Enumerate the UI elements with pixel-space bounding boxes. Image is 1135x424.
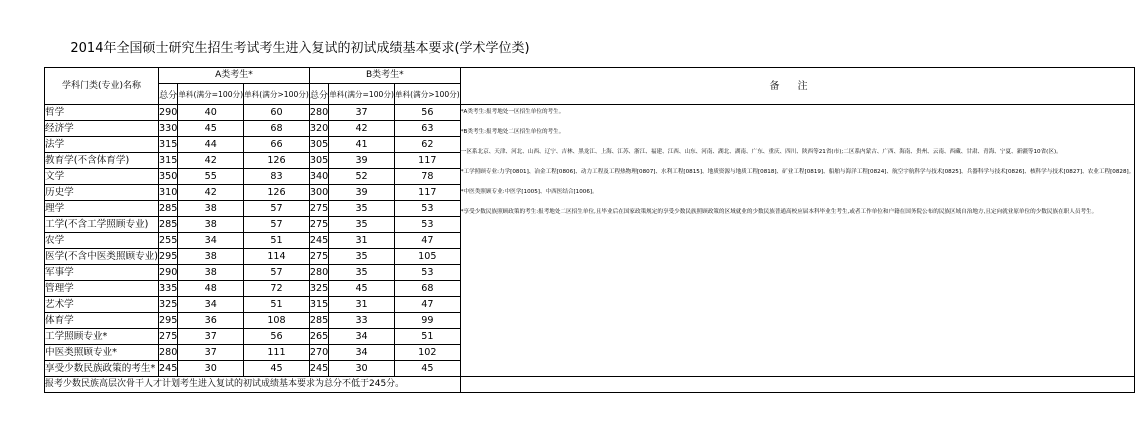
score-b-100: 42 (329, 121, 395, 137)
score-b-100: 34 (329, 345, 395, 361)
score-a-150: 45 (244, 361, 310, 377)
subject-name: 文学 (45, 169, 159, 185)
note-item: *B类考生:报考地处二区招生单位的考生。 (460, 129, 565, 135)
score-b-150: 53 (394, 217, 460, 233)
score-b-100: 33 (329, 313, 395, 329)
score-b-100: 35 (329, 217, 395, 233)
score-b-100: 37 (329, 105, 395, 121)
score-b-total: 340 (309, 169, 328, 185)
score-b-100: 35 (329, 249, 395, 265)
score-b-150: 45 (394, 361, 460, 377)
note-item: *中医类照顾专业:中医学[1005]、中西医结合[1006]。 (460, 189, 598, 195)
score-b-150: 99 (394, 313, 460, 329)
note-item: *A类考生:报考地处一区招生单位的考生。 (460, 109, 565, 115)
score-a-total: 285 (159, 201, 178, 217)
score-a-100: 38 (178, 265, 244, 281)
score-a-total: 290 (159, 265, 178, 281)
subject-name: 艺术学 (45, 297, 159, 313)
score-a-100: 34 (178, 297, 244, 313)
score-b-100: 34 (329, 329, 395, 345)
score-a-150: 57 (244, 265, 310, 281)
subject-name: 农学 (45, 233, 159, 249)
score-b-total: 275 (309, 201, 328, 217)
score-a-100: 37 (178, 329, 244, 345)
score-a-100: 48 (178, 281, 244, 297)
score-a-total: 310 (159, 185, 178, 201)
score-a-total: 245 (159, 361, 178, 377)
score-b-150: 63 (394, 121, 460, 137)
zone-b-header: B类考生* (309, 68, 460, 84)
score-a-150: 108 (244, 313, 310, 329)
score-b-150: 53 (394, 201, 460, 217)
score-a-total: 350 (159, 169, 178, 185)
score-a-total: 295 (159, 249, 178, 265)
score-table (44, 67, 1135, 393)
remark-header: 备注 (460, 68, 1135, 105)
zone-b-single-100-header: 单科(满分=100分) (329, 84, 395, 105)
score-a-150: 126 (244, 185, 310, 201)
score-b-100: 39 (329, 153, 395, 169)
score-b-total: 280 (309, 105, 328, 121)
note-item: *工学照顾专业:力学[0801]、冶金工程[0806]、动力工程及工程热物理[0807]、水利工程[0815]、地质资源与地质工程[0818]、矿业工程[0819]、船舶与海洋工程[0824]、航空宇航科学与技术[0825]、兵器科学与技术[0826]、核科学与技术[0827]、农业工程[0828]。 (460, 169, 1135, 175)
score-b-150: 62 (394, 137, 460, 153)
score-b-100: 31 (329, 297, 395, 313)
score-a-100: 30 (178, 361, 244, 377)
score-a-100: 37 (178, 345, 244, 361)
subject-name: 理学 (45, 201, 159, 217)
note-item: *享受少数民族照顾政策的考生:报考地处二区招生单位,且毕业后在国家政策规定的享受少数民族照顾政策的区域就业的少数民族普通高校应届本科毕业生考生,或者工作单位和户籍在国务院公布的民族区域自治地方,且定向就业原单位的少数民族在职人员考生。 (460, 209, 1098, 215)
score-a-100: 34 (178, 233, 244, 249)
score-a-100: 42 (178, 185, 244, 201)
score-b-total: 275 (309, 249, 328, 265)
score-a-150: 56 (244, 329, 310, 345)
zone-a-single-150-header: 单科(满分>100分) (244, 84, 310, 105)
footer-row (45, 377, 1135, 393)
score-b-total: 280 (309, 265, 328, 281)
subject-name: 经济学 (45, 121, 159, 137)
subject-name: 中医类照顾专业* (45, 345, 159, 361)
score-b-100: 30 (329, 361, 395, 377)
score-b-total: 305 (309, 137, 328, 153)
score-b-100: 41 (329, 137, 395, 153)
subject-name: 法学 (45, 137, 159, 153)
category-header: 学科门类(专业)名称 (45, 68, 159, 105)
zone-a-header: A类考生* (159, 68, 310, 84)
subject-name: 工学(不含工学照顾专业) (45, 217, 159, 233)
score-b-100: 39 (329, 185, 395, 201)
page-title: 2014年全国硕士研究生招生考试考生进入复试的初试成绩基本要求(学术学位类) (70, 41, 530, 56)
score-a-150: 126 (244, 153, 310, 169)
score-a-100: 55 (178, 169, 244, 185)
score-a-150: 72 (244, 281, 310, 297)
subject-name: 教育学(不含体育学) (45, 153, 159, 169)
score-b-150: 68 (394, 281, 460, 297)
score-a-150: 111 (244, 345, 310, 361)
score-b-100: 31 (329, 233, 395, 249)
score-b-total: 300 (309, 185, 328, 201)
score-a-150: 66 (244, 137, 310, 153)
score-a-total: 275 (159, 329, 178, 345)
subject-name: 管理学 (45, 281, 159, 297)
subject-name: 体育学 (45, 313, 159, 329)
score-b-total: 265 (309, 329, 328, 345)
zone-a-single-100-header: 单科(满分=100分) (178, 84, 244, 105)
score-b-100: 35 (329, 201, 395, 217)
score-b-100: 45 (329, 281, 395, 297)
score-a-total: 330 (159, 121, 178, 137)
score-a-total: 285 (159, 217, 178, 233)
footer-note: 报考少数民族高层次骨干人才计划考生进入复试的初试成绩基本要求为总分不低于245分。 (45, 377, 461, 393)
score-a-total: 325 (159, 297, 178, 313)
score-b-total: 320 (309, 121, 328, 137)
subject-name: 医学(不含中医类照顾专业) (45, 249, 159, 265)
score-a-total: 335 (159, 281, 178, 297)
zone-b-total-header: 总分 (309, 84, 328, 105)
score-a-total: 315 (159, 153, 178, 169)
score-b-100: 35 (329, 265, 395, 281)
score-b-150: 51 (394, 329, 460, 345)
subject-name: 享受少数民族政策的考生* (45, 361, 159, 377)
score-a-100: 45 (178, 121, 244, 137)
score-b-total: 270 (309, 345, 328, 361)
score-a-150: 57 (244, 201, 310, 217)
score-a-150: 114 (244, 249, 310, 265)
score-a-100: 36 (178, 313, 244, 329)
score-a-100: 38 (178, 217, 244, 233)
score-a-150: 68 (244, 121, 310, 137)
score-b-total: 245 (309, 361, 328, 377)
score-a-100: 44 (178, 137, 244, 153)
score-b-total: 285 (309, 313, 328, 329)
table-row (45, 105, 1135, 121)
score-b-150: 105 (394, 249, 460, 265)
zone-a-total-header: 总分 (159, 84, 178, 105)
score-a-total: 290 (159, 105, 178, 121)
score-b-total: 325 (309, 281, 328, 297)
score-a-total: 315 (159, 137, 178, 153)
footer-blank (460, 377, 1135, 393)
score-a-100: 38 (178, 201, 244, 217)
score-b-total: 315 (309, 297, 328, 313)
score-b-150: 47 (394, 233, 460, 249)
score-b-150: 78 (394, 169, 460, 185)
subject-name: 历史学 (45, 185, 159, 201)
score-a-100: 40 (178, 105, 244, 121)
score-a-150: 60 (244, 105, 310, 121)
score-a-total: 295 (159, 313, 178, 329)
score-b-150: 53 (394, 265, 460, 281)
score-a-150: 57 (244, 217, 310, 233)
score-a-total: 255 (159, 233, 178, 249)
subject-name: 军事学 (45, 265, 159, 281)
score-b-150: 117 (394, 185, 460, 201)
subject-name: 工学照顾专业* (45, 329, 159, 345)
score-a-100: 38 (178, 249, 244, 265)
score-b-total: 275 (309, 217, 328, 233)
score-b-total: 245 (309, 233, 328, 249)
score-a-total: 280 (159, 345, 178, 361)
score-a-150: 51 (244, 233, 310, 249)
score-b-150: 117 (394, 153, 460, 169)
score-a-150: 51 (244, 297, 310, 313)
score-b-150: 56 (394, 105, 460, 121)
note-item: 一区系北京、天津、河北、山西、辽宁、吉林、黑龙江、上海、江苏、浙江、福建、江西、山东、河南、湖北、湖南、广东、重庆、四川、陕西等21省(市);二区系内蒙古、广西、海南、贵州、云南、西藏、甘肃、青海、宁夏、新疆等10省(区)。 (460, 149, 1062, 155)
score-a-100: 42 (178, 153, 244, 169)
score-b-100: 52 (329, 169, 395, 185)
notes-cell (460, 105, 1135, 377)
score-b-150: 102 (394, 345, 460, 361)
score-a-150: 83 (244, 169, 310, 185)
score-b-150: 47 (394, 297, 460, 313)
score-b-total: 305 (309, 153, 328, 169)
zone-b-single-150-header: 单科(满分>100分) (394, 84, 460, 105)
subject-name: 哲学 (45, 105, 159, 121)
